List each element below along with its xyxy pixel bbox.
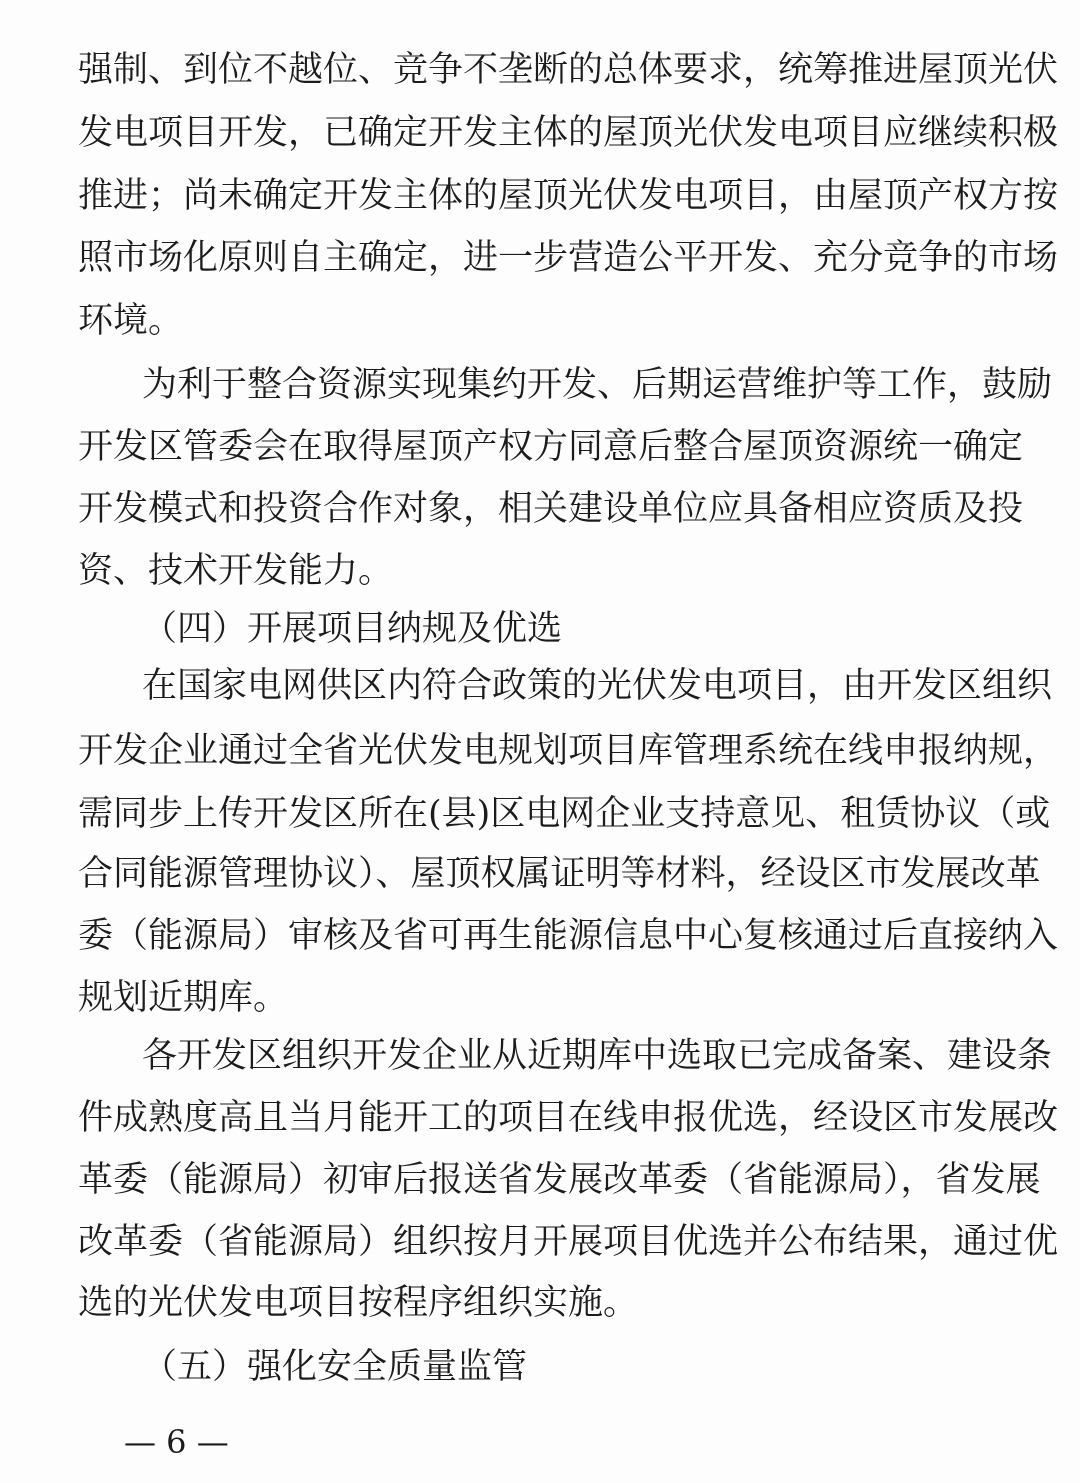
text-line: 推进；尚未确定开发主体的屋顶光伏发电项目，由屋顶产权方按: [78, 176, 1059, 216]
section-heading-4: （四）开展项目纳规及优选: [142, 609, 563, 649]
text-line: 规划近期库。: [78, 978, 289, 1018]
paragraph-first-line: 为利于整合资源实现集约开发、后期运营维护等工作，鼓励: [142, 365, 1053, 405]
text-line: 革委（能源局）初审后报送省发展改革委（省能源局），省发展: [78, 1160, 1041, 1200]
text-line: 发电项目开发，已确定开发主体的屋顶光伏发电项目应继续积极: [78, 113, 1059, 153]
section-heading-5: （五）强化安全质量监管: [142, 1347, 528, 1387]
text-line: 开发模式和投资合作对象，相关建设单位应具备相应资质及投: [78, 489, 1024, 529]
text-line: 开发企业通过全省光伏发电规划项目库管理系统在线申报纳规，: [78, 731, 1059, 771]
text-line: 资、技术开发能力。: [78, 551, 394, 591]
text-line: 合同能源管理协议）、屋顶权属证明等材料，经设区市发展改革: [78, 854, 1041, 894]
text-line: 件成熟度高且当月能开工的项目在线申报优选，经设区市发展改: [78, 1098, 1059, 1138]
paragraph-first-line: 在国家电网供区内符合政策的光伏发电项目，由开发区组织: [142, 666, 1053, 706]
text-line: 选的光伏发电项目按程序组织实施。: [78, 1283, 639, 1323]
text-line: 开发区管委会在取得屋顶产权方同意后整合屋顶资源统一确定: [78, 427, 1024, 467]
text-line: 委（能源局）审核及省可再生能源信息中心复核通过后直接纳入: [78, 916, 1059, 956]
text-line: 改革委（省能源局）组织按月开展项目优选并公布结果，通过优: [78, 1222, 1059, 1262]
text-line: 需同步上传开发区所在(县)区电网企业支持意见、租赁协议（或: [78, 794, 1051, 834]
paragraph-first-line: 各开发区组织开发企业从近期库中选取已完成备案、建设条: [142, 1036, 1053, 1076]
text-line: 强制、到位不越位、竞争不垄断的总体要求，统筹推进屋顶光伏: [78, 50, 1059, 90]
text-line: 照市场化原则自主确定，进一步营造公平开发、充分竞争的市场: [78, 238, 1059, 278]
text-line: 环境。: [78, 301, 184, 341]
page-number: — 6 —: [124, 1423, 229, 1461]
